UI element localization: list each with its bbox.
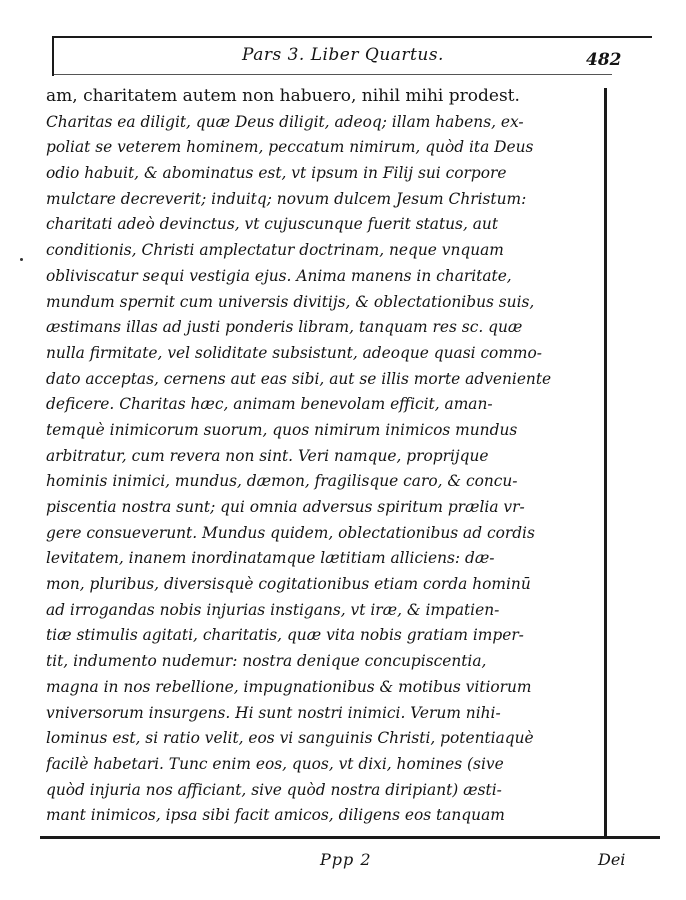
text-line: gere consueverunt. Mundus quidem, oblectationibus ad cordis (46, 523, 535, 542)
body-text (46, 84, 602, 829)
text-line: tiæ stimulis agitati, charitatis, quæ vita nobis gratiam imper- (46, 626, 524, 645)
header-underline (52, 74, 612, 75)
text-line: æstimans illas ad justi ponderis libram, tanquam res sc. quæ (46, 318, 523, 337)
text-line: charitati adeò devinctus, vt cujuscunque fuerit status, aut (46, 215, 499, 234)
text-line: mant inimicos, ipsa sibi facit amicos, diligens eos tanquam (46, 806, 505, 825)
text-line: lominus est, si ratio velit, eos vi sanguinis Christi, potentiaquè (46, 729, 534, 748)
text-line: tit, indumento nudemur: nostra denique concupiscentia, (46, 652, 487, 671)
text-line: ad irrogandas nobis injurias instigans, vt iræ, & impatien- (46, 600, 500, 619)
text-line: dato acceptas, cernens aut eas sibi, aut se illis morte adveniente (46, 369, 552, 388)
header-rule (52, 36, 652, 38)
text-line: Charitas ea diligit, quæ Deus diligit, adeoq; illam habens, ex- (46, 112, 524, 131)
text-line: arbitratur, cum revera non sint. Veri namque, proprijque (46, 446, 489, 465)
text-line: conditionis, Christi amplectatur doctrinam, neque vnquam (46, 241, 504, 260)
footer-rule (40, 836, 660, 839)
text-line: poliat se veterem hominem, peccatum nimirum, quòd ita Deus (46, 138, 534, 157)
text-line: mundum spernit cum universis divitijs, & oblectationibus suis, (46, 292, 535, 311)
text-line: am, charitatem autem non habuero, nihil mihi prodest. (46, 86, 520, 106)
running-head: Pars 3. Liber Quartus. (242, 45, 444, 65)
text-line: hominis inimici, mundus, dæmon, fragilisque caro, & concu- (46, 472, 518, 491)
text-line: temquè inimicorum suorum, quos nimirum inimicos mundus (46, 420, 518, 439)
text-line: quòd injuria nos afficiant, sive quòd nostra diripiant) æsti- (46, 780, 502, 799)
text-line: levitatem, inanem inordinatamque lætitiam alliciens: dæ- (46, 549, 495, 568)
text-line: mon, pluribus, diversisquè cogitationibus etiam corda hominū (46, 575, 531, 594)
ink-speck (20, 258, 23, 261)
text-line: odio habuit, & abominatus est, vt ipsum in Filij sui corpore (46, 164, 507, 183)
text-frame-right-rule (604, 88, 607, 836)
text-line: vniversorum insurgens. Hi sunt nostri inimici. Verum nihi- (46, 703, 501, 722)
text-line: mulctare decreverit; induitq; novum dulcem Jesum Christum: (46, 189, 527, 208)
text-line: magna in nos rebellione, impugnationibus & motibus vitiorum (46, 677, 532, 696)
text-line: facilè habetari. Tunc enim eos, quos, vt dixi, homines (sive (46, 754, 504, 773)
text-line: deficere. Charitas hæc, animam benevolam efficit, aman- (46, 395, 493, 414)
text-line: piscentia nostra sunt; qui omnia adversus spiritum prælia vr- (46, 498, 525, 516)
catchword: Dei (598, 850, 626, 869)
page-number: 482 (586, 50, 622, 70)
signature-mark: Ppp 2 (320, 850, 372, 869)
text-line: obliviscatur sequi vestigia ejus. Anima manens in charitate, (46, 266, 512, 285)
text-line: nulla firmitate, vel soliditate subsistunt, adeoque quasi commo- (46, 343, 542, 362)
